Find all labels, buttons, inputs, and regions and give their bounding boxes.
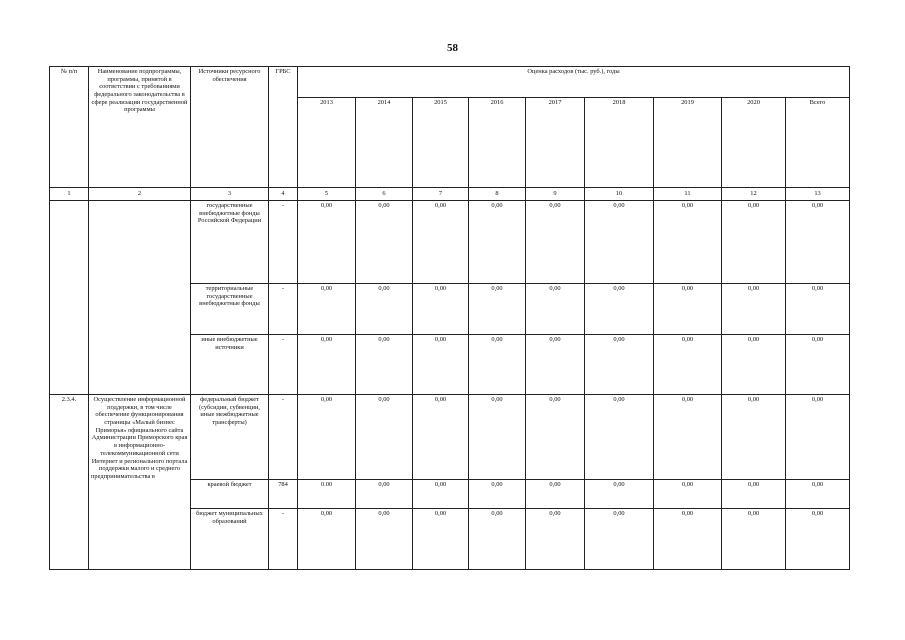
header-col-grbs: ГРБС <box>269 67 298 188</box>
value-cell: 0,00 <box>654 335 722 395</box>
column-number: 9 <box>526 188 585 201</box>
value-cell: 0,00 <box>413 335 469 395</box>
value-cell: 0,00 <box>526 335 585 395</box>
row-grbs: - <box>269 395 298 480</box>
value-cell: 0,00 <box>413 284 469 335</box>
value-cell: 0,00 <box>356 480 413 509</box>
header-col-no: № п/п <box>50 67 89 188</box>
value-cell: 0,00 <box>722 395 786 480</box>
value-cell: 0,00 <box>469 284 526 335</box>
value-cell: 0,00 <box>356 284 413 335</box>
header-year: 2017 <box>526 98 585 188</box>
value-cell: 0,00 <box>469 201 526 284</box>
value-cell: 0,00 <box>654 284 722 335</box>
row-name: Осуществление информационной поддержки, в том числе обеспечение функционирования страницы «Малый бизнес Приморья» официального сайта Администрации Приморского края в информационно-телекоммуникационной сети Интернет и регионального портала поддержки малого и среднего предпринимательства в <box>89 395 191 570</box>
column-number: 8 <box>469 188 526 201</box>
header-year: 2020 <box>722 98 786 188</box>
value-cell: 0,00 <box>413 395 469 480</box>
column-number: 3 <box>191 188 269 201</box>
header-year: 2013 <box>298 98 356 188</box>
row-grbs: - <box>269 201 298 284</box>
row-source: бюджет муниципальных образований <box>191 509 269 570</box>
value-cell: 0,00 <box>526 480 585 509</box>
row-name <box>89 201 191 395</box>
value-cell: 0,00 <box>413 480 469 509</box>
value-cell: 0,00 <box>585 284 654 335</box>
row-number <box>50 201 89 395</box>
value-cell: 0,00 <box>654 480 722 509</box>
column-number-row <box>50 188 850 201</box>
row-source: краевой бюджет <box>191 480 269 509</box>
header-row-1 <box>50 67 850 98</box>
row-source: территориальные государственные внебюджетные фонды <box>191 284 269 335</box>
value-cell: 0,00 <box>526 395 585 480</box>
value-cell: 0,00 <box>469 480 526 509</box>
row-grbs: - <box>269 509 298 570</box>
value-cell: 0,00 <box>722 201 786 284</box>
column-number: 4 <box>269 188 298 201</box>
column-number: 11 <box>654 188 722 201</box>
value-cell: 0,00 <box>298 335 356 395</box>
value-cell: 0,00 <box>585 335 654 395</box>
row-number: 2.3.4. <box>50 395 89 570</box>
value-cell: 0,00 <box>722 284 786 335</box>
budget-table <box>49 66 850 570</box>
value-cell: 0,00 <box>413 201 469 284</box>
value-cell: 0,00 <box>298 509 356 570</box>
value-cell: 0,00 <box>722 335 786 395</box>
value-cell: 0,00 <box>585 509 654 570</box>
value-cell: 0,00 <box>356 201 413 284</box>
page-number: 58 <box>447 42 458 54</box>
header-year: 2018 <box>585 98 654 188</box>
header-year: 2014 <box>356 98 413 188</box>
column-number: 7 <box>413 188 469 201</box>
column-number: 1 <box>50 188 89 201</box>
value-cell: 0,00 <box>469 509 526 570</box>
value-cell: 0,00 <box>526 509 585 570</box>
value-cell: 0,00 <box>469 335 526 395</box>
header-col-name: Наименование подпрограммы, программы, принятой в соответствии с требованиями федерального законодательства в сфере реализации государственной программы <box>89 67 191 188</box>
value-cell: 0.00 <box>298 480 356 509</box>
column-number: 5 <box>298 188 356 201</box>
header-total: Всего <box>786 98 850 188</box>
header-year: 2019 <box>654 98 722 188</box>
row-source: государственные внебюджетные фонды Российской Федерации <box>191 201 269 284</box>
value-cell: 0,00 <box>786 480 850 509</box>
value-cell: 0,00 <box>298 201 356 284</box>
value-cell: 0,00 <box>356 395 413 480</box>
table-row <box>50 201 850 284</box>
value-cell: 0,00 <box>786 284 850 335</box>
value-cell: 0,00 <box>654 395 722 480</box>
value-cell: 0,00 <box>786 201 850 284</box>
value-cell: 0,00 <box>298 395 356 480</box>
row-grbs: 784 <box>269 480 298 509</box>
row-source: иные внебюджетные источники <box>191 335 269 395</box>
column-number: 10 <box>585 188 654 201</box>
value-cell: 0,00 <box>356 509 413 570</box>
value-cell: 0,00 <box>585 201 654 284</box>
value-cell: 0,00 <box>526 284 585 335</box>
value-cell: 0,00 <box>654 509 722 570</box>
column-number: 2 <box>89 188 191 201</box>
header-estimate: Оценка расходов (тыс. руб.), годы <box>298 67 850 98</box>
header-year: 2016 <box>469 98 526 188</box>
value-cell: 0,00 <box>786 395 850 480</box>
table-row <box>50 395 850 480</box>
value-cell: 0,00 <box>722 480 786 509</box>
value-cell: 0,00 <box>722 509 786 570</box>
value-cell: 0,00 <box>356 335 413 395</box>
value-cell: 0,00 <box>786 335 850 395</box>
value-cell: 0,00 <box>469 395 526 480</box>
value-cell: 0,00 <box>298 284 356 335</box>
row-source: федеральный бюджет (субсидии, субвенции, иные межбюджетные трансферты) <box>191 395 269 480</box>
value-cell: 0,00 <box>654 201 722 284</box>
value-cell: 0,00 <box>585 480 654 509</box>
row-grbs: - <box>269 284 298 335</box>
column-number: 6 <box>356 188 413 201</box>
value-cell: 0,00 <box>585 395 654 480</box>
column-number: 13 <box>786 188 850 201</box>
value-cell: 0,00 <box>413 509 469 570</box>
value-cell: 0,00 <box>526 201 585 284</box>
row-grbs: - <box>269 335 298 395</box>
value-cell: 0,00 <box>786 509 850 570</box>
column-number: 12 <box>722 188 786 201</box>
header-col-sources: Источники ресурсного обеспечения <box>191 67 269 188</box>
header-year: 2015 <box>413 98 469 188</box>
